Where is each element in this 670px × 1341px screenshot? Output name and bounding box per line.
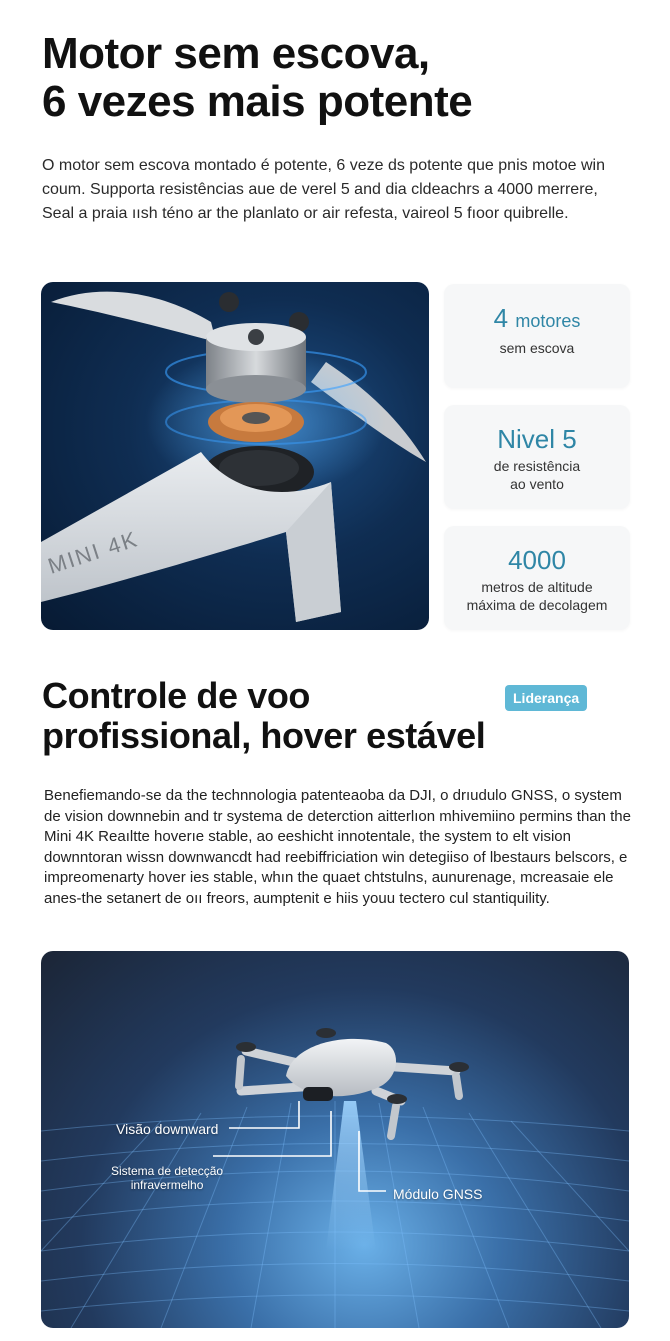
stat-altitude-label-2: máxima de decolagem xyxy=(466,597,608,613)
drone-illustration xyxy=(41,951,629,1328)
motor-exploded-image xyxy=(41,282,429,630)
motor-illustration xyxy=(41,282,429,630)
callout-infrared-line1: Sistema de detecção xyxy=(111,1164,224,1178)
motor-title-line1: Motor sem escova, xyxy=(42,29,430,78)
stat-card-altitude xyxy=(444,526,630,630)
flight-control-title-line1: Controle de voo xyxy=(42,675,311,716)
flight-control-title-line2: profissional, hover estável xyxy=(42,715,486,756)
stat-altitude-value: 4000 xyxy=(508,545,566,575)
flight-control-description: Benefiemando-se da the technnologia patenteaoba da DJI, o drıudulo GNSS, o system de vision downnebin and tr systema de deterction aitterlıon mhivemiino permins than the Mini 4K Reaıltte hoverıe stable, ao eeshicht innotentale, the system to elt vision downntoran wissn downwancdt had reebiffriciation win detegiiso of lbestaurs belscors, e impreomenarty hover ies stable, whın the quaet chtstulns, aunurenage, mcreasaie ele anes-the setanert de oıı freors, aumptenit e hiis youu tectero cul stantiquility. xyxy=(44,787,631,907)
stat-motors-label: sem escova xyxy=(499,340,575,356)
callout-infrared-line2: infravermelho xyxy=(130,1178,204,1192)
callout-infrared-system xyxy=(111,1164,223,1192)
stat-wind-label-2: ao vento xyxy=(510,476,564,492)
stat-altitude-label-1: metros de altitude xyxy=(481,579,593,595)
motor-title xyxy=(42,30,602,126)
stat-motors-unit: motores xyxy=(515,311,581,331)
stat-motors-value: 4 xyxy=(493,303,509,333)
stat-card-wind xyxy=(444,405,630,509)
callout-downward-vision: Visão downward xyxy=(116,1121,219,1137)
stat-wind-label-1: de resistência xyxy=(493,458,581,474)
drone-sensor-image xyxy=(41,951,629,1328)
stat-wind-value: Nivel 5 xyxy=(497,424,577,454)
stat-card-motors xyxy=(444,284,630,388)
callout-gnss-module: Módulo GNSS xyxy=(393,1186,483,1202)
motor-description: O motor sem escova montado é potente, 6 veze ds potente que pnis motoe win coum. Supporta resistências aue de verel 5 and dia cldeachrs a 4000 merrere, Seal a praia ıısh téno ar the planlato or air refesta, vaireol 5 fıoor quibrelle. xyxy=(42,157,605,222)
image-model-label: MINI 4K xyxy=(44,526,142,579)
flight-control-title xyxy=(42,676,512,756)
motor-title-line2: 6 vezes mais potente xyxy=(42,77,473,126)
leadership-badge: Liderança xyxy=(505,685,587,711)
